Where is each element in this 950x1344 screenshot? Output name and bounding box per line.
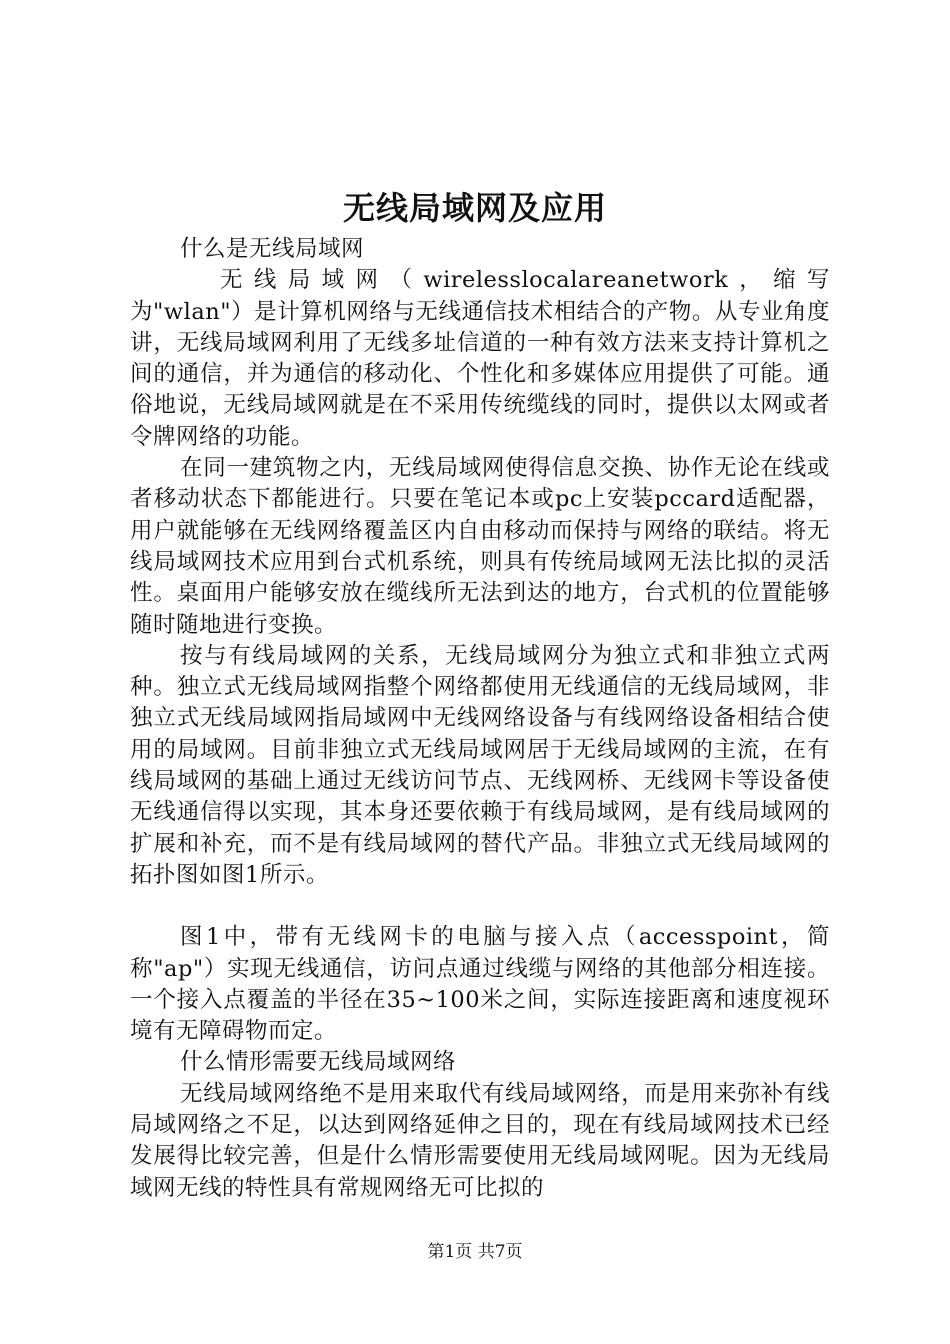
document-body (130, 234, 830, 1204)
paragraph-classification: 按与有线局域网的关系，无线局域网分为独立式和非独立式两种。独立式无线局域网指整个网络都使用无线通信的无线局域网，非独立式无线局域网指局域网中无线网络设备与有线网络设备相结合使用的局域网。目前非独立式无线局域网居于无线局域网的主流，在有线局域网的基础上通过无线访问节点、无线网桥、无线网卡等设备使无线通信得以实现，其本身还要依赖于有线局域网，是有线局域网的扩展和补充，而不是有线局域网的替代产品。非独立式无线局域网的拓扑图如图1所示。 (130, 642, 830, 888)
document-title: 无线局域网及应用 (342, 189, 607, 227)
paragraph-building-use: 在同一建筑物之内，无线局域网使得信息交换、协作无论在线或者移动状态下都能进行。只要在笔记本或pc上安装pccard适配器，用户就能够在无线网络覆盖区内自由移动而保持与网络的联结。将无线局域网技术应用到台式机系统，则具有传统局域网无法比拟的灵活性。桌面用户能够安放在缆线所无法到达的地方，台式机的位置能够随时随地进行变换。 (130, 455, 830, 638)
paragraph-definition: 无线局域网（wirelesslocalareanetwork，缩写为"wlan"）是计算机网络与无线通信技术相结合的产物。从专业角度讲，无线局域网利用了无线多址信道的一种有效方法来支持计算机之间的通信，并为通信的移动化、个性化和多媒体应用提供了可能。通俗地说，无线局域网就是在不采用传统缆线的同时，提供以太网或者令牌网络的功能。 (130, 267, 830, 450)
page-footer: 第1页 共7页 (427, 1242, 523, 1262)
paragraph-figure-1: 图1中，带有无线网卡的电脑与接入点（accesspoint，简称"ap"）实现无线通信，访问点通过线缆与网络的其他部分相连接。一个接入点覆盖的半径在35~100米之间，实际连接距离和速度视环境有无障碍物而定。 (130, 924, 830, 1045)
paragraph-when-needed: 无线局域网络绝不是用来取代有线局域网络，而是用来弥补有线局域网络之不足，以达到网络延伸之目的，现在有线局域网技术已经发展得比较完善，但是什么情形需要使用无线局域网呢。因为无线局域网无线的特性具有常规网络无可比拟的 (130, 1080, 830, 1201)
section-heading-what-is-wlan: 什么是无线局域网 (180, 236, 365, 262)
figure-placeholder-gap (130, 891, 830, 922)
section-heading-when-needed: 什么情形需要无线局域网络 (180, 1049, 457, 1076)
